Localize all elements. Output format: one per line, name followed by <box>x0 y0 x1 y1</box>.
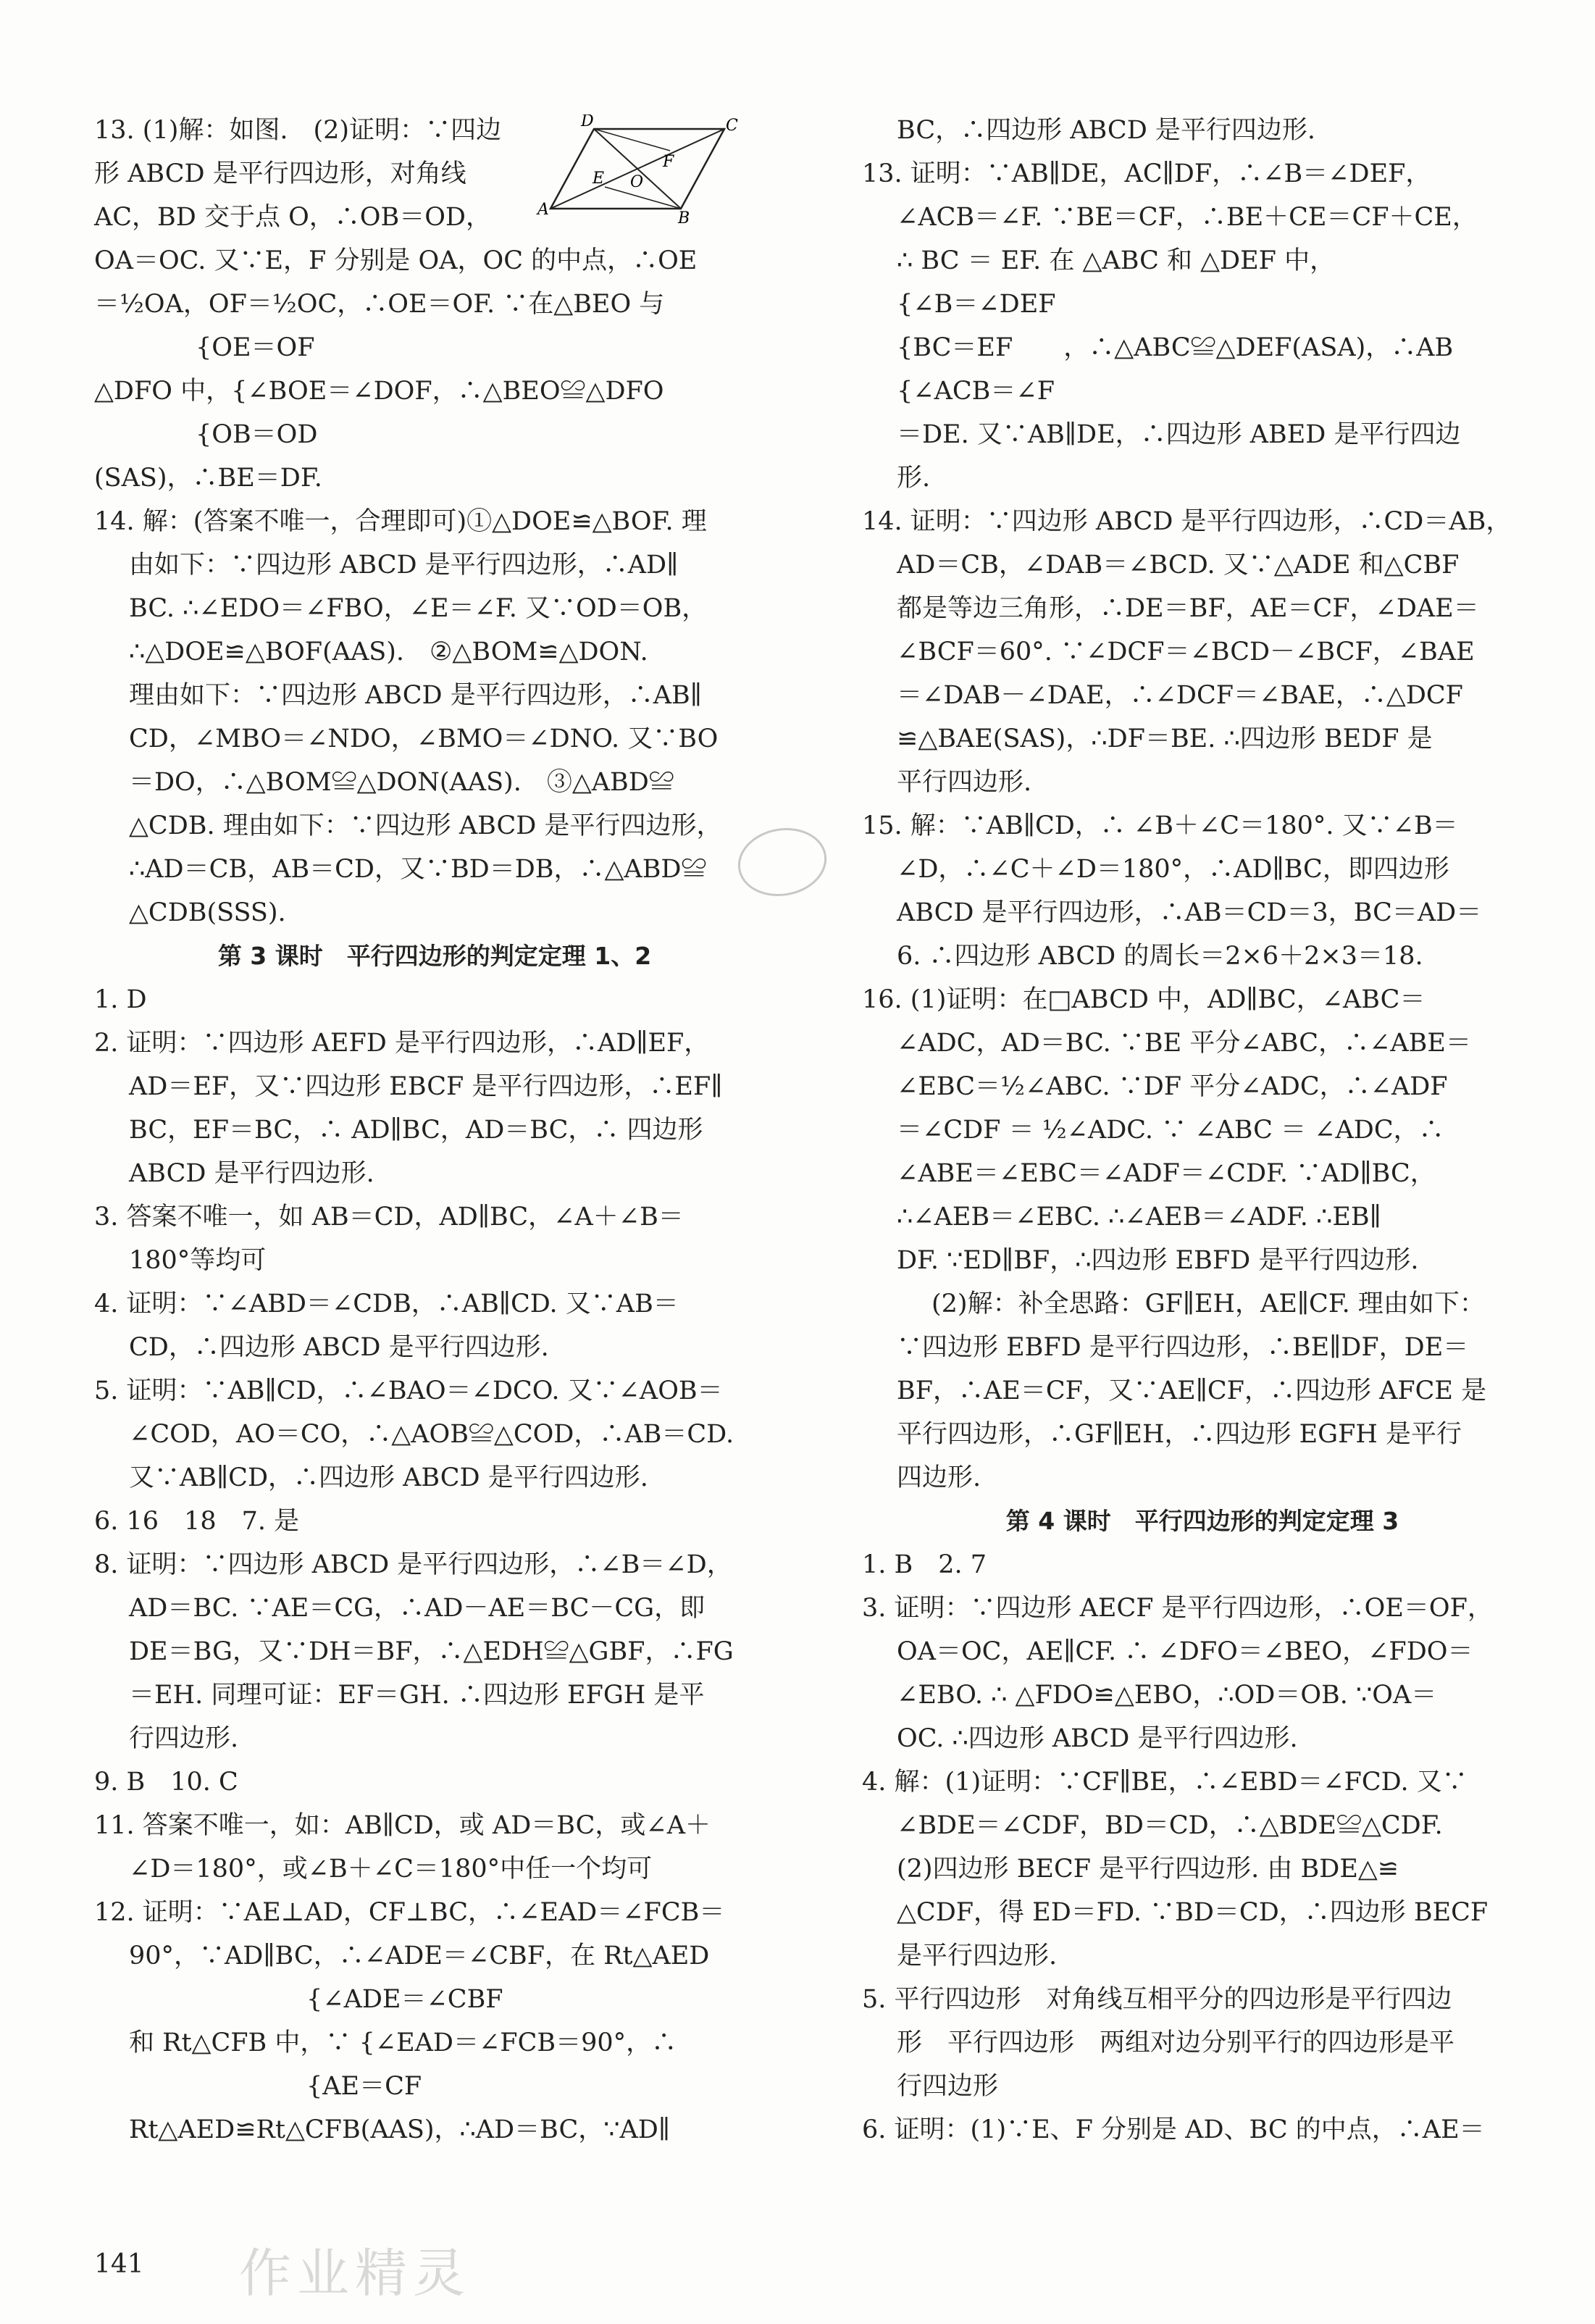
label-b: B <box>678 209 690 223</box>
text-line: 形. <box>897 464 931 493</box>
text-line: 由如下：∵四边形 ABCD 是平行四边形，∴AD∥ <box>129 551 679 580</box>
text-line: 和 Rt△CFB 中，∵ {∠EAD＝∠FCB＝90°，∴ <box>129 2028 677 2057</box>
text-line: ∠COD，AO＝CO，∴△AOB≌△COD，∴AB＝CD. <box>129 1420 734 1449</box>
text-line: △CDF，得 ED＝FD. ∵BD＝CD，∴四边形 BECF <box>897 1898 1489 1927</box>
stamp-icon <box>732 819 833 906</box>
text-line: 3. 证明：∵四边形 AECF 是平行四边形，∴OE＝OF， <box>862 1594 1493 1623</box>
label-a: A <box>537 201 549 219</box>
text-line: 16. (1)证明：在□ABCD 中，AD∥BC，∠ABC＝ <box>862 985 1426 1014</box>
text-line: △DFO 中，{∠BOE＝∠DOF，∴△BEO≌△DFO <box>94 377 664 406</box>
text-line: OC. ∴四边形 ABCD 是平行四边形. <box>897 1724 1298 1753</box>
text-line: BC. ∴∠EDO＝∠FBO，∠E＝∠F. 又∵OD＝OB， <box>129 594 708 623</box>
text-line: 90°，∵AD∥BC，∴∠ADE＝∠CBF，在 Rt△AED <box>129 1941 710 1970</box>
text-line: CD，∠MBO＝∠NDO，∠BMO＝∠DNO. 又∵BO <box>129 724 719 753</box>
text-line: 1. B 2. 7 <box>862 1550 987 1579</box>
text-line: ∵四边形 EBFD 是平行四边形，∴BE∥DF，DE＝ <box>897 1333 1469 1362</box>
text-line: {∠ACB＝∠F <box>897 377 1055 406</box>
text-line: 13. (1)解：如图. (2)证明：∵四边 <box>94 116 502 145</box>
text-line: ∠ABE＝∠EBC＝∠ADF＝∠CDF. ∵AD∥BC， <box>897 1159 1436 1188</box>
text-line: ABCD 是平行四边形，∴AB＝CD＝3，BC＝AD＝ <box>897 898 1482 927</box>
text-line: ∠ADC，AD＝BC. ∵BE 平分∠ABC，∴∠ABE＝ <box>897 1029 1471 1058</box>
text-line: BF，∴AE＝CF，又∵AE∥CF，∴四边形 AFCE 是 <box>897 1376 1487 1405</box>
text-line: ∠D＝180°，或∠B＋∠C＝180°中任一个均可 <box>129 1855 653 1884</box>
label-e: E <box>593 170 605 188</box>
text-line: 平行四边形，∴GF∥EH，∴四边形 EGFH 是平行 <box>897 1420 1462 1449</box>
text-line: 6. 证明：(1)∵E、F 分别是 AD、BC 的中点，∴AE＝ <box>862 2115 1485 2144</box>
text-line: {∠B＝∠DEF <box>897 290 1056 319</box>
text-line: 行四边形 <box>897 2072 999 2101</box>
text-line: 理由如下：∵四边形 ABCD 是平行四边形，∴AB∥ <box>129 681 702 710</box>
left-column <box>94 109 775 2152</box>
text-line: 4. 解：(1)证明：∵CF∥BE，∴∠EBD＝∠FCD. 又∵ <box>862 1768 1468 1797</box>
label-f: F <box>663 153 674 171</box>
text-line: 是平行四边形. <box>897 1941 1058 1970</box>
text-line: ABCD 是平行四边形. <box>129 1159 374 1188</box>
text-line: 1. D <box>94 985 147 1014</box>
section-title: 第 4 课时 平行四边形的判定定理 3 <box>1005 1507 1399 1535</box>
text-line: {OE＝OF <box>94 333 315 362</box>
text-line: ∠EBC＝½∠ABC. ∵DF 平分∠ADC，∴∠ADF <box>897 1072 1448 1101</box>
text-line: 6. 16 18 7. 是 <box>94 1507 300 1536</box>
text-line: 形 平行四边形 两组对边分别平行的四边形是平 <box>897 2028 1455 2057</box>
label-c: C <box>726 117 738 135</box>
text-line: ∠ACB＝∠F. ∵BE＝CF，∴BE＋CE＝CF＋CE， <box>897 203 1478 232</box>
text-line: 12. 证明：∵AE⊥AD，CF⊥BC，∴∠EAD＝∠FCB＝ <box>94 1898 725 1927</box>
text-line: BC，∴四边形 ABCD 是平行四边形. <box>897 116 1316 145</box>
text-line: ＝DO，∴△BOM≌△DON(AAS). ③△ABD≌ <box>129 768 674 797</box>
page-number: 141 <box>94 2249 144 2279</box>
text-line: 14. 证明：∵四边形 ABCD 是平行四边形，∴CD＝AB， <box>862 507 1512 536</box>
text-line: {AE＝CF <box>129 2072 422 2101</box>
text-line: (2)四边形 BECF 是平行四边形. 由 BDE△≌ <box>897 1855 1399 1884</box>
section-title: 第 3 课时 平行四边形的判定定理 1、2 <box>217 942 652 970</box>
text-line: △CDB(SSS). <box>129 898 286 927</box>
text-line: 4. 证明：∵∠ABD＝∠CDB，∴AB∥CD. 又∵AB＝ <box>94 1290 679 1318</box>
text-line: CD，∴四边形 ABCD 是平行四边形. <box>129 1333 549 1362</box>
text-line: 平行四边形. <box>897 768 1032 797</box>
text-line: △CDB. 理由如下：∵四边形 ABCD 是平行四边形， <box>129 811 722 840</box>
text-line: 5. 证明：∵AB∥CD，∴∠BAO＝∠DCO. 又∵∠AOB＝ <box>94 1376 723 1405</box>
text-line: {BC＝EF ，∴△ABC≌△DEF(ASA)，∴AB <box>897 333 1454 362</box>
text-line: ∴ BC ＝ EF. 在 △ABC 和 △DEF 中， <box>897 246 1336 275</box>
text-line: Rt△AED≌Rt△CFB(AAS)，∴AD＝BC，∵AD∥ <box>129 2115 671 2144</box>
text-line: {∠ADE＝∠CBF <box>129 1985 503 2014</box>
text-line: AC，BD 交于点 O，∴OB＝OD， <box>94 203 491 232</box>
text-line: 行四边形. <box>129 1724 239 1753</box>
text-line: ∠D，∴∠C＋∠D＝180°，∴AD∥BC，即四边形 <box>897 855 1449 884</box>
text-line: 11. 答案不唯一，如：AB∥CD，或 AD＝BC，或∠A＋ <box>94 1811 711 1840</box>
text-line: ∠BDE＝∠CDF，BD＝CD，∴△BDE≌△CDF. <box>897 1811 1443 1840</box>
text-line: ∴AD＝CB，AB＝CD，又∵BD＝DB，∴△ABD≌ <box>129 855 707 884</box>
text-line: 又∵AB∥CD，∴四边形 ABCD 是平行四边形. <box>129 1463 648 1492</box>
text-line: 3. 答案不唯一，如 AB＝CD，AD∥BC，∠A＋∠B＝ <box>94 1203 684 1232</box>
text-line: (SAS)，∴BE＝DF. <box>94 464 322 493</box>
text-line: 8. 证明：∵四边形 ABCD 是平行四边形，∴∠B＝∠D， <box>94 1550 732 1579</box>
text-line: BC，EF＝BC，∴ AD∥BC，AD＝BC，∴ 四边形 <box>129 1116 703 1145</box>
text-line: ＝∠DAB－∠DAE，∴∠DCF＝∠BAE，∴△DCF <box>897 681 1463 710</box>
text-line: ＝½OA，OF＝½OC，∴OE＝OF. ∵在△BEO 与 <box>94 290 665 319</box>
text-line: (2)解：补全思路：GF∥EH，AE∥CF. 理由如下： <box>932 1290 1485 1318</box>
text-line: 形 ABCD 是平行四边形，对角线 <box>94 159 466 188</box>
text-line: ∴△DOE≌△BOF(AAS). ②△BOM≌△DON. <box>129 638 648 666</box>
text-line: AD＝EF，又∵四边形 EBCF 是平行四边形，∴EF∥ <box>129 1072 723 1101</box>
text-line: ∠BCF＝60°. ∵∠DCF＝∠BCD－∠BCF，∠BAE <box>897 638 1475 666</box>
label-d: D <box>581 114 594 130</box>
text-line: DF. ∵ED∥BF，∴四边形 EBFD 是平行四边形. <box>897 1246 1419 1275</box>
label-o: O <box>630 173 644 191</box>
text-line: 15. 解：∵AB∥CD，∴ ∠B＋∠C＝180°. 又∵∠B＝ <box>862 811 1458 840</box>
text-line: ＝EH. 同理可证：EF＝GH. ∴四边形 EFGH 是平 <box>129 1681 705 1710</box>
text-line: OA＝OC. 又∵E，F 分别是 OA，OC 的中点，∴OE <box>94 246 698 275</box>
text-line: ≌△BAE(SAS)，∴DF＝BE. ∴四边形 BEDF 是 <box>897 724 1433 753</box>
text-line: OA＝OC，AE∥CF. ∴ ∠DFO＝∠BEO，∠FDO＝ <box>897 1637 1473 1666</box>
text-line: 6. ∴四边形 ABCD 的周长＝2×6＋2×3＝18. <box>897 942 1423 971</box>
text-line: AD＝BC. ∵AE＝CG，∴AD－AE＝BC－CG，即 <box>129 1594 706 1623</box>
text-line: ∠EBO. ∴ △FDO≌△EBO，∴OD＝OB. ∵OA＝ <box>897 1681 1437 1710</box>
text-line: AD＝CB，∠DAB＝∠BCD. 又∵△ADE 和△CBF <box>897 551 1460 580</box>
text-line: ＝DE. 又∵AB∥DE，∴四边形 ABED 是平行四边 <box>897 420 1461 449</box>
watermark: 作业精灵 <box>239 2243 472 2304</box>
text-line: 13. 证明：∵AB∥DE，AC∥DF，∴∠B＝∠DEF， <box>862 159 1431 188</box>
text-line: 9. B 10. C <box>94 1768 238 1797</box>
text-line: 四边形. <box>897 1463 981 1492</box>
text-line: DE＝BG，又∵DH＝BF，∴△EDH≌△GBF，∴FG <box>129 1637 734 1666</box>
text-line: 5. 平行四边形 对角线互相平分的四边形是平行四边 <box>862 1985 1452 2014</box>
text-line: 180°等均可 <box>129 1246 267 1275</box>
text-line: ＝∠CDF ＝ ½∠ADC. ∵ ∠ABC ＝ ∠ADC，∴ <box>897 1116 1444 1145</box>
parallelogram-figure <box>536 114 739 223</box>
text-line: 都是等边三角形，∴DE＝BF，AE＝CF，∠DAE＝ <box>897 594 1479 623</box>
text-line: 2. 证明：∵四边形 AEFD 是平行四边形，∴AD∥EF， <box>94 1029 710 1058</box>
text-line: ∴∠AEB＝∠EBC. ∴∠AEB＝∠ADF. ∴EB∥ <box>897 1203 1381 1232</box>
text-line: 14. 解：(答案不唯一，合理即可)①△DOE≌△BOF. 理 <box>94 507 707 536</box>
right-column <box>862 109 1543 2152</box>
text-line: {OB＝OD <box>94 420 318 449</box>
